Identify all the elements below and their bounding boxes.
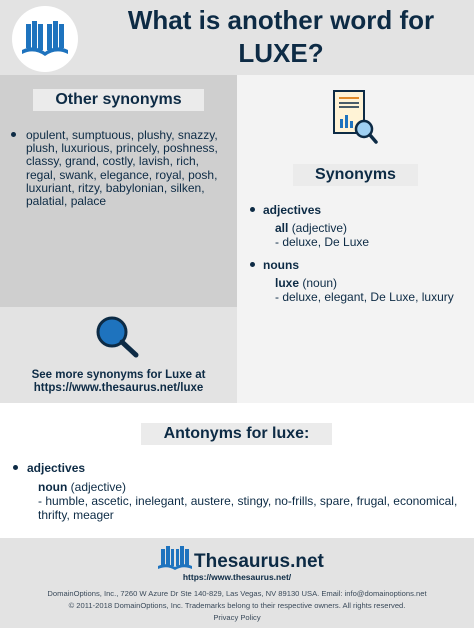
entry-list: - deluxe, De Luxe — [275, 235, 370, 249]
see-more-link[interactable] — [10, 369, 227, 395]
book-icon[interactable] — [157, 545, 193, 573]
antonym-pos-adjectives: adjectives — [27, 461, 86, 475]
synonyms-heading: Synonyms — [293, 164, 418, 186]
footer-copyright: © 2011-2018 DomainOptions, Inc. Trademarks belong to their respective owners. All rights reserved. — [68, 601, 406, 610]
site-logo[interactable] — [12, 6, 78, 72]
synonym-entry — [275, 221, 369, 249]
entry-pos: (noun) — [302, 276, 338, 290]
book-icon — [20, 18, 70, 60]
other-synonyms-heading: Other synonyms — [33, 89, 204, 111]
entry-word: noun — [38, 480, 68, 494]
entry-pos: (adjective) — [70, 480, 127, 494]
bullet-icon — [13, 465, 18, 470]
footer-brand[interactable]: Thesaurus.net — [194, 551, 324, 572]
antonym-list-line-1: - humble, ascetic, inelegant, austere, stingy, no-frills, spare, frugal, economical, — [38, 494, 458, 508]
entry-list: - deluxe, elegant, De Luxe, luxury — [275, 290, 454, 304]
see-more-url[interactable]: https://www.thesaurus.net/luxe — [33, 382, 204, 394]
footer-address: DomainOptions, Inc., 7260 W Azure Dr Ste 140-829, Las Vegas, NV 89130 USA. Email: info@domainoptions.net — [47, 589, 427, 598]
synonym-entry — [275, 276, 454, 304]
privacy-policy-link[interactable]: Privacy Policy — [213, 613, 261, 622]
antonym-entry — [38, 480, 468, 522]
bullet-icon — [250, 262, 255, 267]
entry-word: luxe — [275, 276, 300, 290]
bullet-icon — [250, 207, 255, 212]
antonyms-heading: Antonyms for luxe: — [141, 423, 332, 445]
magnifier-icon[interactable] — [95, 315, 141, 359]
see-more-line-1: See more synonyms for Luxe at — [31, 369, 206, 381]
other-synonyms-list: opulent, sumptuous, plushy, snazzy, plush, luxurious, princely, poshness, classy, grand, costly, lavish, rich, regal, swank, elegance, royal, posh, luxuriant, ritzy, babylonian, silken, palatial, palace — [26, 128, 218, 209]
synonym-pos-adjectives: adjectives — [263, 203, 322, 217]
antonym-list-line-2: thrifty, meager — [38, 508, 114, 522]
entry-word: all — [275, 221, 289, 235]
entry-pos: (adjective) — [291, 221, 348, 235]
bullet-icon — [11, 132, 16, 137]
title-line-2: LUXE? — [238, 38, 324, 68]
title-line-1: What is another word for — [127, 5, 435, 35]
page-title — [96, 4, 466, 70]
footer-url[interactable]: https://www.thesaurus.net/ — [182, 572, 292, 582]
synonym-pos-nouns: nouns — [263, 258, 299, 272]
document-chart-icon — [331, 89, 379, 145]
